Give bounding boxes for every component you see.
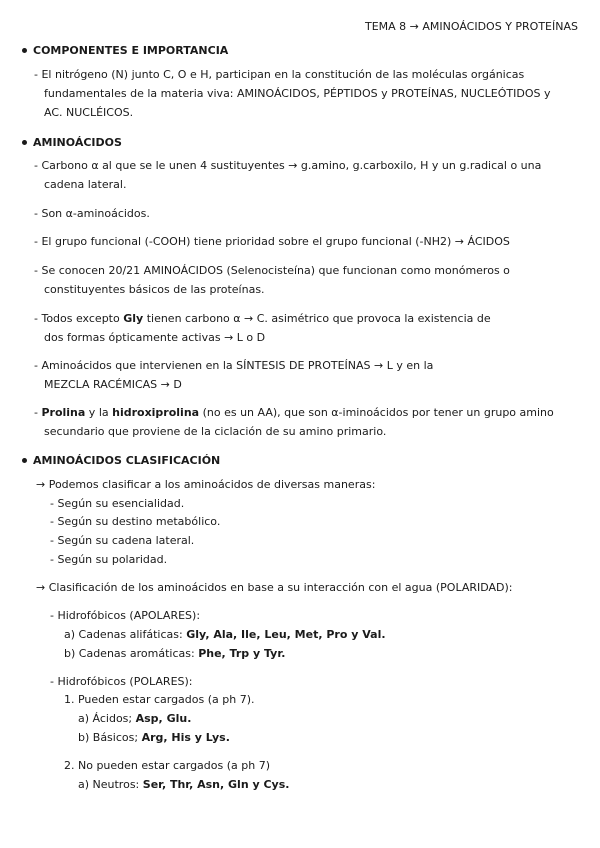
list-item: - Según su cadena lateral. bbox=[50, 534, 195, 547]
text-line: → Podemos clasificar a los aminoácidos de diversas maneras: bbox=[36, 478, 376, 491]
text-line: dos formas ópticamente activas → L o D bbox=[44, 331, 266, 344]
list-item bbox=[78, 710, 191, 728]
list-item: 2. No pueden estar cargados (a ph 7) bbox=[64, 759, 271, 772]
list-item: - Hidrofóbicos (POLARES): bbox=[50, 675, 193, 688]
text-line: → Clasificación de los aminoácidos en base a su interacción con el agua (POLARIDAD): bbox=[36, 581, 513, 594]
section-heading-aminoacidos bbox=[22, 136, 122, 149]
text-line: - Se conocen 20/21 AMINOÁCIDOS (Selenocisteína) que funcionan como monómeros o bbox=[34, 264, 510, 277]
bold-term: Prolina bbox=[41, 406, 86, 419]
text-line: - El grupo funcional (-COOH) tiene prioridad sobre el grupo funcional (-NH2) → ÁCIDOS bbox=[34, 235, 510, 248]
text-line: constituyentes básicos de las proteínas. bbox=[44, 283, 265, 296]
bold-term: Gly, Ala, Ile, Leu, Met, Pro y Val. bbox=[186, 628, 386, 641]
list-item: 1. Pueden estar cargados (a ph 7). bbox=[64, 693, 255, 706]
section-title: AMINOÁCIDOS CLASIFICACIÓN bbox=[33, 454, 221, 467]
list-item bbox=[64, 645, 285, 663]
list-item: - Hidrofóbicos (APOLARES): bbox=[50, 609, 201, 622]
text-span: (no es un AA), que son α-iminoácidos por tener un grupo amino bbox=[199, 406, 554, 419]
text-line: fundamentales de la materia viva: AMINOÁCIDOS, PÉPTIDOS y PROTEÍNAS, NUCLEÓTIDOS y bbox=[44, 87, 551, 100]
list-item: - Según su destino metabólico. bbox=[50, 515, 221, 528]
text-span: b) Cadenas aromáticas: bbox=[64, 647, 199, 660]
text-line: cadena lateral. bbox=[44, 178, 127, 191]
text-line bbox=[34, 404, 554, 422]
list-item bbox=[78, 729, 230, 747]
text-line: secundario que proviene de la ciclación de su amino primario. bbox=[44, 425, 387, 438]
text-line: - Aminoácidos que intervienen en la SÍNTESIS DE PROTEÍNAS → L y en la bbox=[34, 359, 434, 372]
text-span: - bbox=[34, 406, 42, 419]
list-item: - Según su esencialidad. bbox=[50, 497, 185, 510]
section-heading-componentes bbox=[22, 44, 228, 57]
list-item bbox=[78, 776, 289, 794]
bold-term: Gly bbox=[123, 312, 144, 325]
page-title: TEMA 8 → AMINOÁCIDOS Y PROTEÍNAS bbox=[364, 20, 578, 33]
list-item: - Según su polaridad. bbox=[50, 553, 168, 566]
bullet-icon bbox=[22, 48, 27, 53]
section-title: COMPONENTES E IMPORTANCIA bbox=[33, 44, 229, 57]
text-span: tienen carbono α → C. asimétrico que provoca la existencia de bbox=[143, 312, 491, 325]
bold-term: Asp, Glu. bbox=[135, 712, 192, 725]
section-title: AMINOÁCIDOS bbox=[33, 136, 122, 149]
bullet-icon bbox=[22, 458, 27, 463]
text-span: a) Neutros: bbox=[78, 778, 143, 791]
bold-term: Arg, His y Lys. bbox=[141, 731, 230, 744]
text-line: MEZCLA RACÉMICAS → D bbox=[44, 378, 182, 391]
list-item bbox=[64, 626, 386, 644]
text-line: - Carbono α al que se le unen 4 sustituyentes → g.amino, g.carboxilo, H y un g.radical o una bbox=[34, 159, 542, 172]
text-line: - El nitrógeno (N) junto C, O e H, participan en la constitución de las moléculas orgánicas bbox=[34, 68, 525, 81]
text-span: b) Básicos; bbox=[78, 731, 142, 744]
bold-term: hidroxiprolina bbox=[112, 406, 200, 419]
text-span: y la bbox=[85, 406, 113, 419]
bold-term: Ser, Thr, Asn, Gln y Cys. bbox=[142, 778, 290, 791]
bold-term: Phe, Trp y Tyr. bbox=[198, 647, 286, 660]
section-heading-clasificacion bbox=[22, 454, 220, 467]
text-line: - Son α-aminoácidos. bbox=[34, 207, 150, 220]
text-line bbox=[34, 310, 491, 328]
text-span: a) Ácidos; bbox=[78, 712, 136, 725]
text-line: AC. NUCLÉICOS. bbox=[44, 106, 134, 119]
text-span: a) Cadenas alifáticas: bbox=[64, 628, 187, 641]
text-span: - Todos excepto bbox=[34, 312, 124, 325]
bullet-icon bbox=[22, 140, 27, 145]
